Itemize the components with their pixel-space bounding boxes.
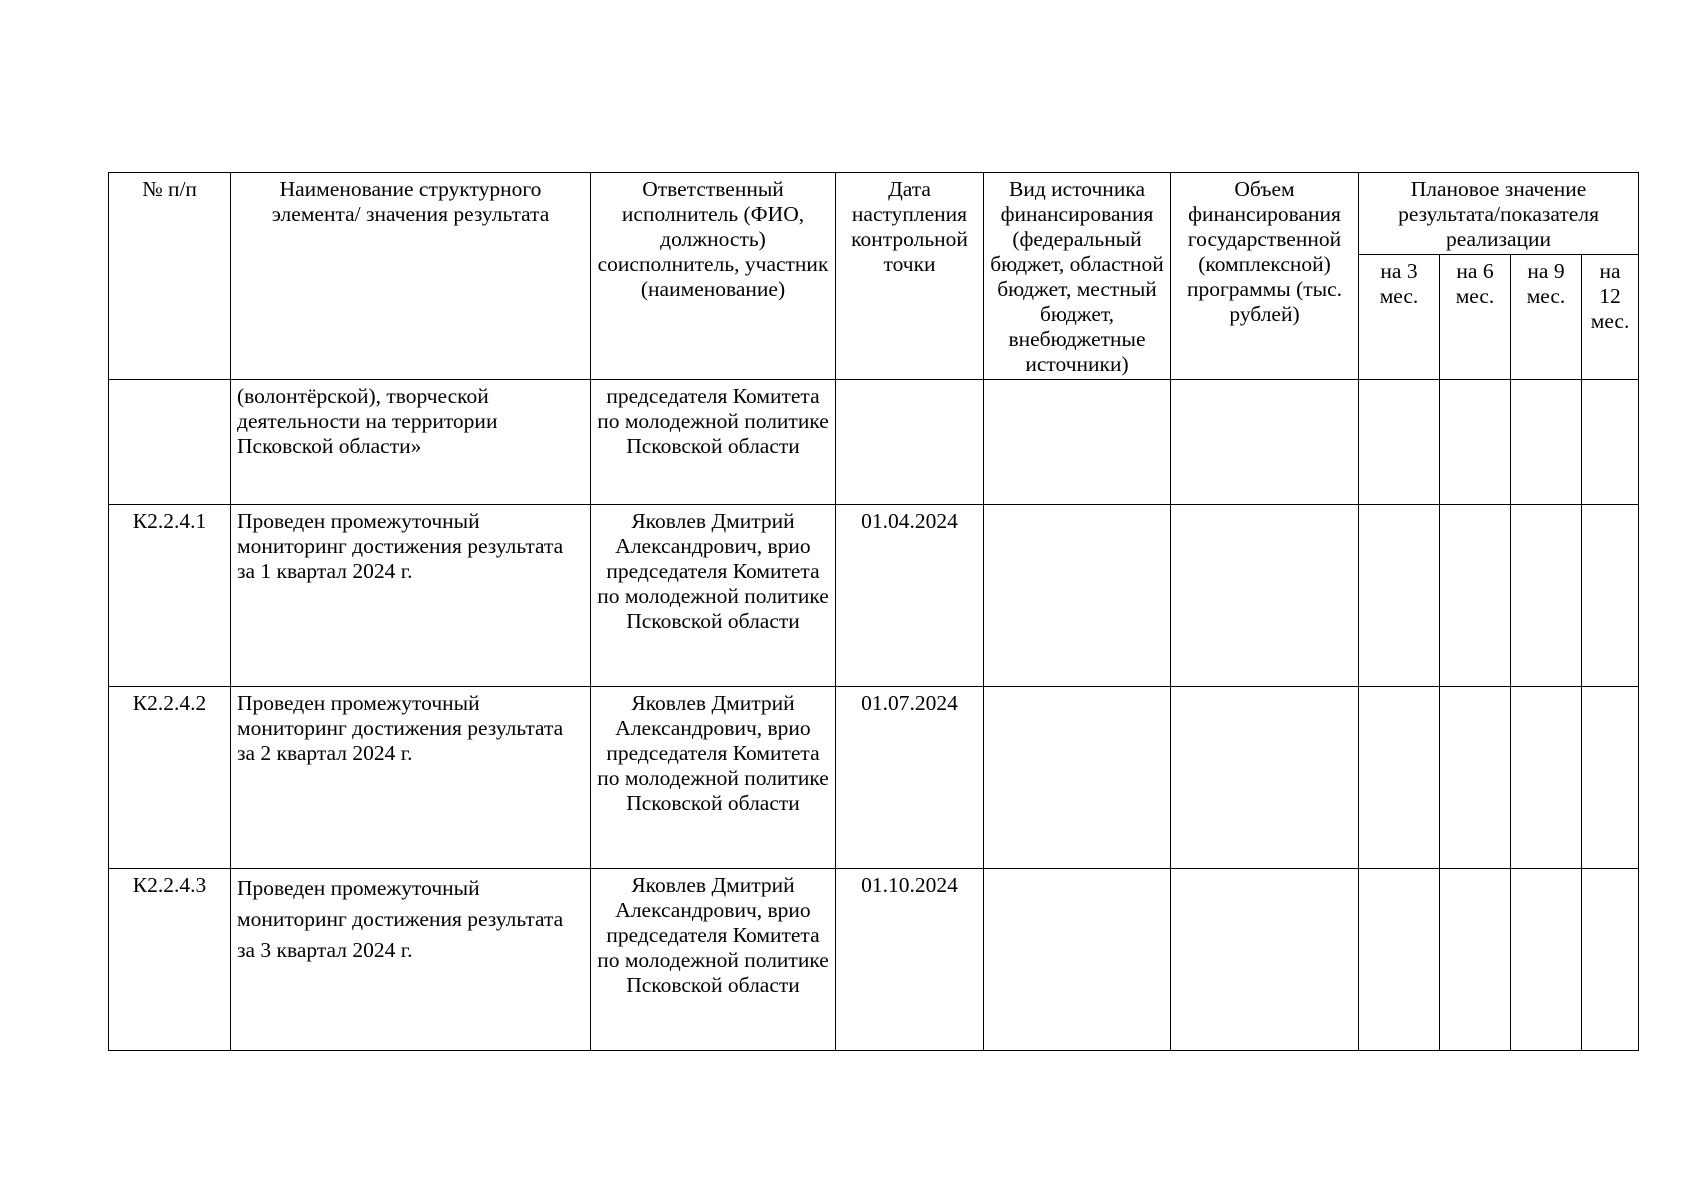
header-3-months: на 3 мес.: [1359, 255, 1440, 380]
cell-3-months: [1359, 505, 1440, 687]
cell-3-months: [1359, 687, 1440, 869]
cell-responsible: Яковлев Дмитрий Александрович, врио председателя Комитета по молодежной политике Псковской области: [591, 687, 836, 869]
cell-9-months: [1511, 687, 1582, 869]
cell-12-months: [1582, 380, 1639, 505]
plan-table: [108, 172, 1639, 1051]
table-row: [109, 687, 1639, 869]
cell-responsible: Яковлев Дмитрий Александрович, врио председателя Комитета по молодежной политике Псковской области: [591, 869, 836, 1051]
cell-12-months: [1582, 687, 1639, 869]
header-name: Наименование структурного элемента/ значения результата: [231, 173, 591, 380]
header-volume: Объем финансирования государственной (комплексной) программы (тыс. рублей): [1171, 173, 1359, 380]
cell-date: 01.04.2024: [836, 505, 984, 687]
cell-num: К2.2.4.2: [109, 687, 231, 869]
cell-6-months: [1440, 505, 1511, 687]
cell-name: Проведен промежуточный мониторинг достижения результата за 3 квартал 2024 г.: [231, 869, 591, 1051]
cell-6-months: [1440, 687, 1511, 869]
header-responsible: Ответственный исполнитель (ФИО, должность) соисполнитель, участник (наименование): [591, 173, 836, 380]
header-source: Вид источника финансирования (федеральный бюджет, областной бюджет, местный бюджет, внебюджетные источники): [984, 173, 1171, 380]
cell-name: Проведен промежуточный мониторинг достижения результата за 1 квартал 2024 г.: [231, 505, 591, 687]
cell-9-months: [1511, 505, 1582, 687]
cell-date: 01.10.2024: [836, 869, 984, 1051]
cell-source: [984, 380, 1171, 505]
cell-12-months: [1582, 869, 1639, 1051]
cell-responsible: председателя Комитета по молодежной политике Псковской области: [591, 380, 836, 505]
cell-12-months: [1582, 505, 1639, 687]
header-6-months: на 6 мес.: [1440, 255, 1511, 380]
cell-date: [836, 380, 984, 505]
cell-3-months: [1359, 869, 1440, 1051]
header-num: № п/п: [109, 173, 231, 380]
cell-source: [984, 869, 1171, 1051]
cell-num: К2.2.4.3: [109, 869, 231, 1051]
cell-num: [109, 380, 231, 505]
header-9-months: на 9 мес.: [1511, 255, 1582, 380]
cell-source: [984, 687, 1171, 869]
header-date: Дата наступления контрольной точки: [836, 173, 984, 380]
cell-9-months: [1511, 380, 1582, 505]
cell-9-months: [1511, 869, 1582, 1051]
header-12-months: на 12 мес.: [1582, 255, 1639, 380]
table-row: [109, 869, 1639, 1051]
header-plan: Плановое значение результата/показателя реализации: [1359, 173, 1639, 255]
table-row: [109, 505, 1639, 687]
table-row: [109, 380, 1639, 505]
cell-name: Проведен промежуточный мониторинг достижения результата за 2 квартал 2024 г.: [231, 687, 591, 869]
cell-volume: [1171, 380, 1359, 505]
cell-date: 01.07.2024: [836, 687, 984, 869]
cell-6-months: [1440, 380, 1511, 505]
cell-num: К2.2.4.1: [109, 505, 231, 687]
cell-6-months: [1440, 869, 1511, 1051]
cell-responsible: Яковлев Дмитрий Александрович, врио председателя Комитета по молодежной политике Псковской области: [591, 505, 836, 687]
cell-volume: [1171, 687, 1359, 869]
cell-name: (волонтёрской), творческой деятельности на территории Псковской области»: [231, 380, 591, 505]
cell-3-months: [1359, 380, 1440, 505]
cell-volume: [1171, 505, 1359, 687]
cell-volume: [1171, 869, 1359, 1051]
cell-source: [984, 505, 1171, 687]
